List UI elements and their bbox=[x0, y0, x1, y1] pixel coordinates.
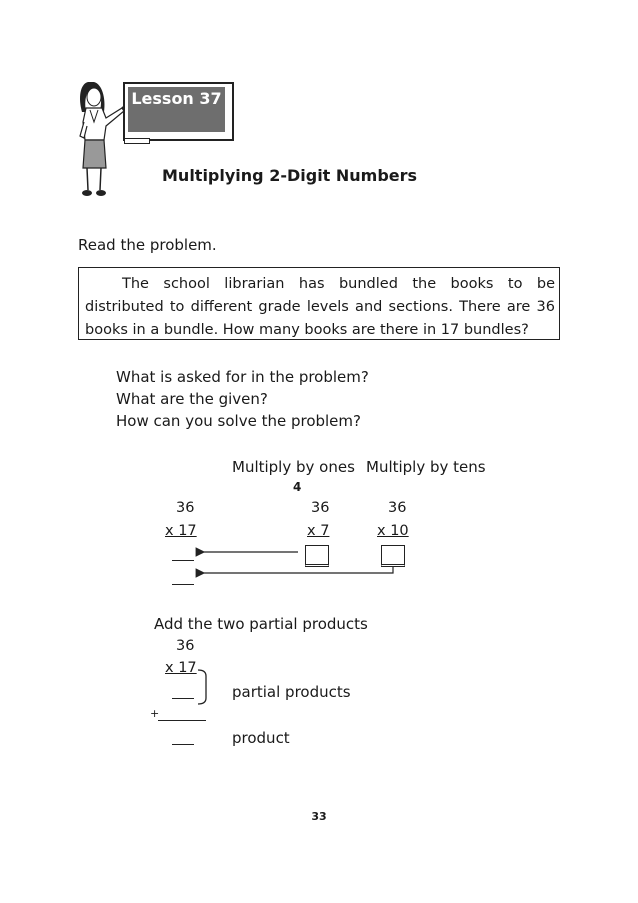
carry-digit: 4 bbox=[293, 480, 302, 494]
arrow-tens bbox=[204, 566, 393, 573]
partial-products-bracket bbox=[196, 668, 212, 706]
add-multiplicand: 36 bbox=[176, 638, 195, 654]
main-multiplier: x 17 bbox=[165, 523, 197, 539]
arrow-lines bbox=[190, 540, 410, 585]
product-blank[interactable] bbox=[172, 744, 194, 745]
page-number: 33 bbox=[311, 810, 327, 823]
multiply-by-tens-label: Multiply by tens bbox=[366, 458, 486, 476]
page-title: Multiplying 2-Digit Numbers bbox=[162, 166, 418, 185]
ones-multiplicand: 36 bbox=[311, 500, 330, 516]
product-label: product bbox=[232, 729, 290, 747]
tens-multiplier: x 10 bbox=[377, 523, 409, 539]
instruction-text: Read the problem. bbox=[78, 236, 217, 254]
add-partial-products-label: Add the two partial products bbox=[154, 615, 368, 633]
partial-product-line-2[interactable] bbox=[158, 720, 206, 721]
partial-products-label: partial products bbox=[232, 683, 351, 701]
question-2: What are the given? bbox=[116, 390, 268, 408]
partial-product-line-1[interactable] bbox=[172, 698, 194, 699]
lesson-label: Lesson 37 bbox=[131, 89, 222, 108]
ones-multiplier: x 7 bbox=[307, 523, 330, 539]
main-multiplicand: 36 bbox=[176, 500, 195, 516]
plus-sign: + bbox=[150, 707, 160, 720]
tens-multiplicand: 36 bbox=[388, 500, 407, 516]
problem-text: The school librarian has bundled the books to be distributed to different grade levels and sections. There are 36 books in a bundle. How many books are there in 17 bundles? bbox=[85, 276, 555, 338]
question-1: What is asked for in the problem? bbox=[116, 368, 369, 386]
multiply-by-ones-label: Multiply by ones bbox=[232, 458, 355, 476]
question-3: How can you solve the problem? bbox=[116, 412, 361, 430]
chalkboard-tray bbox=[124, 138, 150, 144]
add-multiplier: x 17 bbox=[165, 660, 197, 676]
